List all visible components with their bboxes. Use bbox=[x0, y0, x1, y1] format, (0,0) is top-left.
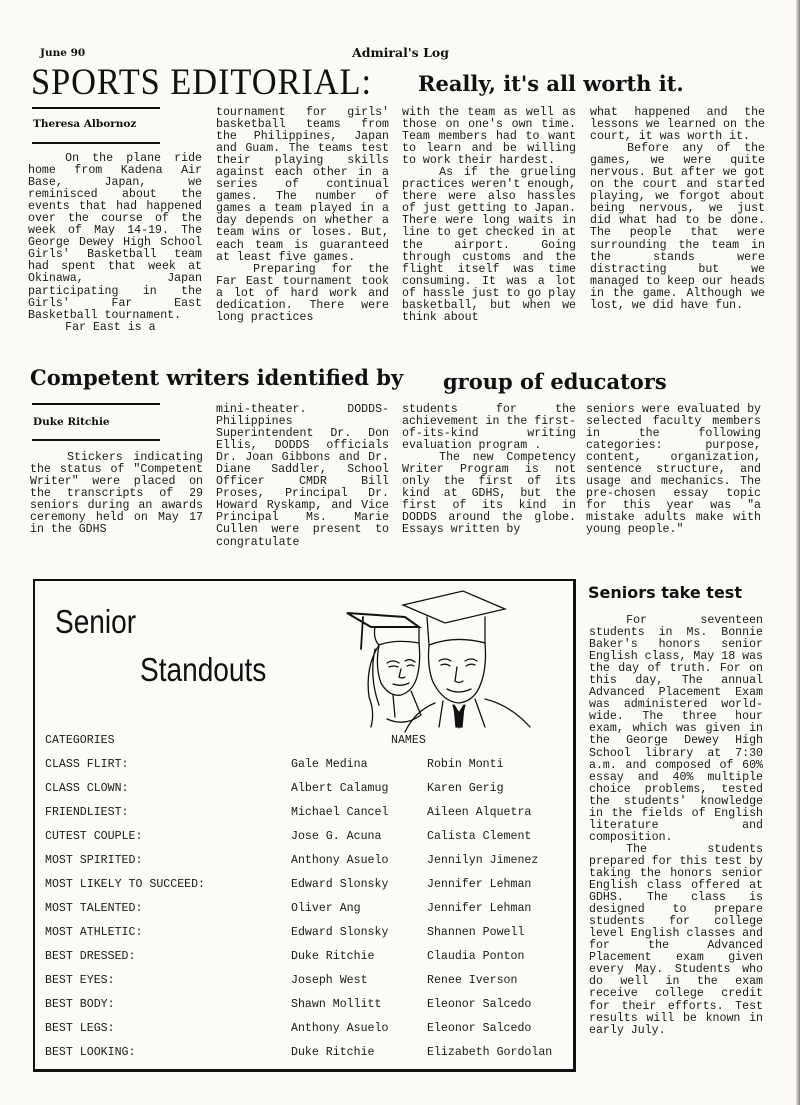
male-name: Albert Calamug bbox=[291, 782, 389, 795]
standouts-table bbox=[35, 759, 573, 1059]
mortarboard-male bbox=[403, 591, 505, 623]
female-name: Karen Gerig bbox=[427, 782, 504, 795]
female-name: Claudia Ponton bbox=[427, 950, 525, 963]
byline-rule-bottom bbox=[32, 142, 160, 144]
sports-column-4 bbox=[590, 107, 765, 312]
table-row bbox=[35, 975, 573, 991]
sports-column-3 bbox=[402, 107, 576, 324]
paragraph: what happened and the lessons we learned on the court, it was worth it. bbox=[590, 106, 765, 144]
paragraph: The students prepared for this test by taking the honors senior English class offered at GDHS. The class is designed to prepare students for college level English classes and for the Advanced Placement exam given every May. Students who do well in the exam receive college credit for their efforts. Test results will be known in early July. bbox=[589, 842, 763, 1037]
table-row bbox=[35, 1023, 573, 1039]
female-name: Eleonor Salcedo bbox=[427, 1022, 532, 1035]
writers-column-4 bbox=[586, 404, 761, 537]
male-name: Oliver Ang bbox=[291, 902, 361, 915]
male-name: Anthony Asuelo bbox=[291, 1022, 389, 1035]
category-label: CLASS CLOWN: bbox=[45, 782, 129, 795]
female-name: Robin Monti bbox=[427, 758, 504, 771]
female-name: Shannen Powell bbox=[427, 926, 525, 939]
writers-column-3 bbox=[402, 404, 576, 537]
page-edge-shadow bbox=[796, 0, 800, 1105]
paragraph: Preparing for the Far East tournament took a lot of hard work and dedication. There were long practices bbox=[216, 262, 389, 324]
table-row bbox=[35, 759, 573, 775]
byline-rule-bottom bbox=[32, 439, 160, 441]
table-row bbox=[35, 807, 573, 823]
paragraph: On the plane ride home from Kadena Air Base, Japan, we reminisced about the events that had happened over the course of the week of May 14-19. The George Dewey High School Girls' Basketball team had spent that week at Okinawa, Japan participating in the Girls' Far East Basketball tournament. bbox=[28, 152, 202, 322]
category-label: MOST TALENTED: bbox=[45, 902, 143, 915]
category-label: MOST ATHLETIC: bbox=[45, 926, 143, 939]
table-row bbox=[35, 903, 573, 919]
categories-header: CATEGORIES bbox=[45, 734, 115, 747]
seniors-test-column bbox=[589, 615, 763, 1037]
paragraph: mini-theater. DODDS-Philippines Superintendent Dr. Don Ellis, DODDS officials Dr. Joan Gibbons and Dr. Diane Saddler, School Officer CMDR Bill Proses, Principal Dr. Howard Ryskamp, and Vice Principal Ms. Marie Cullen were present to congratulate bbox=[216, 403, 389, 549]
male-name: Gale Medina bbox=[291, 758, 368, 771]
paragraph: tournament for girls' basketball teams from the Philippines, Japan and Guam. The teams test their playing skills against each other in a series of continual games. The number of games a team played in a day depends on whether a team wins or loses. But, each team is guaranteed at least five games. bbox=[216, 106, 389, 264]
category-label: CLASS FLIRT: bbox=[45, 758, 129, 771]
competent-writers-subheadline: group of educators bbox=[443, 369, 667, 394]
byline-duke: Duke Ritchie bbox=[33, 416, 110, 428]
sports-column-1 bbox=[28, 153, 202, 334]
byline-rule-top bbox=[32, 403, 160, 405]
category-label: MOST SPIRITED: bbox=[45, 854, 143, 867]
male-name: Duke Ritchie bbox=[291, 950, 375, 963]
paragraph: As if the grueling practices weren't enough, there were also hassles of just getting to Japan. There were long waits in line to get checked in at the airport. Going through customs and the flight itself was time consuming. It was a lot of hassle just to go play basketball, but when we think about bbox=[402, 166, 576, 324]
male-name: Anthony Asuelo bbox=[291, 854, 389, 867]
table-row bbox=[35, 831, 573, 847]
graduates-illustration bbox=[335, 587, 535, 737]
category-label: FRIENDLIEST: bbox=[45, 806, 129, 819]
paragraph: Stickers indicating the status of "Competent Writer" were placed on the transcripts of 29 seniors during an awards ceremony held on May 17 in the GDHS bbox=[30, 451, 203, 537]
writers-column-2 bbox=[216, 404, 389, 549]
standouts-title-line1: Senior bbox=[55, 603, 137, 640]
female-name: Jennilyn Jimenez bbox=[427, 854, 539, 867]
category-label: BEST BODY: bbox=[45, 998, 115, 1011]
issue-date: June 90 bbox=[40, 47, 86, 59]
category-label: BEST EYES: bbox=[45, 974, 115, 987]
female-name: Eleonor Salcedo bbox=[427, 998, 532, 1011]
paragraph: students for the achievement in the first-of-its-kind writing evaluation program . bbox=[402, 403, 576, 453]
male-name: Jose G. Acuna bbox=[291, 830, 382, 843]
sports-editorial-subheadline: Really, it's all worth it. bbox=[418, 71, 684, 96]
byline-rule-top bbox=[32, 107, 160, 109]
sports-column-2 bbox=[216, 107, 389, 324]
publication-name: Admiral's Log bbox=[352, 45, 449, 60]
senior-standouts-box bbox=[33, 579, 576, 1072]
male-name: Edward Slonsky bbox=[291, 926, 389, 939]
byline-theresa: Theresa Albornoz bbox=[33, 118, 137, 130]
female-name: Elizabeth Gordolan bbox=[427, 1046, 553, 1059]
female-face bbox=[377, 643, 419, 695]
male-name: Edward Slonsky bbox=[291, 878, 389, 891]
category-label: BEST LEGS: bbox=[45, 1022, 115, 1035]
table-row bbox=[35, 855, 573, 871]
paragraph: seniors were evaluated by selected faculty members in the following categories: purpose, content, organization, sentence structure, and usage and mechanics. The pre-chosen essay topic for this year was "a mistake adults make with young people." bbox=[586, 403, 761, 537]
standouts-title-line2: Standouts bbox=[140, 651, 267, 688]
paragraph: Far East is a bbox=[65, 320, 156, 334]
competent-writers-headline: Competent writers identified by bbox=[30, 365, 404, 390]
mortarboard-female bbox=[347, 613, 419, 627]
paragraph: Before any of the games, we were quite nervous. But after we got on the court and started playing, we forgot about being nervous, we just did what had to be done. The people that were surrounding the team in the stands were distracting but we managed to keep our heads in the game. Although we lost, we did have fun. bbox=[590, 142, 765, 312]
paragraph: The new Competency Writer Program is not only the first of its kind at GDHS, but the first of its kind in DODDS around the globe. Essays written by bbox=[402, 451, 576, 537]
male-face bbox=[429, 643, 486, 703]
table-row bbox=[35, 999, 573, 1015]
category-label: MOST LIKELY TO SUCCEED: bbox=[45, 878, 206, 891]
paragraph: with the team as well as those on one's own time. Team members had to want to learn and be willing to work their hardest. bbox=[402, 106, 576, 168]
sports-editorial-headline: SPORTS EDITORIAL: bbox=[31, 62, 373, 103]
female-name: Jennifer Lehman bbox=[427, 878, 532, 891]
category-label: BEST DRESSED: bbox=[45, 950, 136, 963]
male-name: Duke Ritchie bbox=[291, 1046, 375, 1059]
paragraph: For seventeen students in Ms. Bonnie Baker's honors senior English class, May 18 was the day of truth. For on this day, The annual Advanced Placement Exam was administered world-wide. The three hour exam, which was given in the George Dewey High School library at 7:30 a.m. and composed of 60% essay and 40% multiple choice problems, tested the students' knowledge in the fields of English literature and composition. bbox=[589, 614, 763, 844]
female-name: Renee Iverson bbox=[427, 974, 518, 987]
male-name: Joseph West bbox=[291, 974, 368, 987]
female-name: Jennifer Lehman bbox=[427, 902, 532, 915]
female-name: Aileen Alquetra bbox=[427, 806, 532, 819]
names-header: NAMES bbox=[391, 734, 426, 747]
table-row bbox=[35, 879, 573, 895]
seniors-take-test-headline: Seniors take test bbox=[588, 583, 742, 602]
category-label: BEST LOOKING: bbox=[45, 1046, 136, 1059]
table-row bbox=[35, 783, 573, 799]
male-name: Shawn Mollitt bbox=[291, 998, 382, 1011]
female-name: Calista Clement bbox=[427, 830, 532, 843]
male-name: Michael Cancel bbox=[291, 806, 389, 819]
table-row bbox=[35, 1047, 573, 1063]
writers-column-1 bbox=[30, 452, 203, 536]
category-label: CUTEST COUPLE: bbox=[45, 830, 143, 843]
table-row bbox=[35, 951, 573, 967]
table-row bbox=[35, 927, 573, 943]
